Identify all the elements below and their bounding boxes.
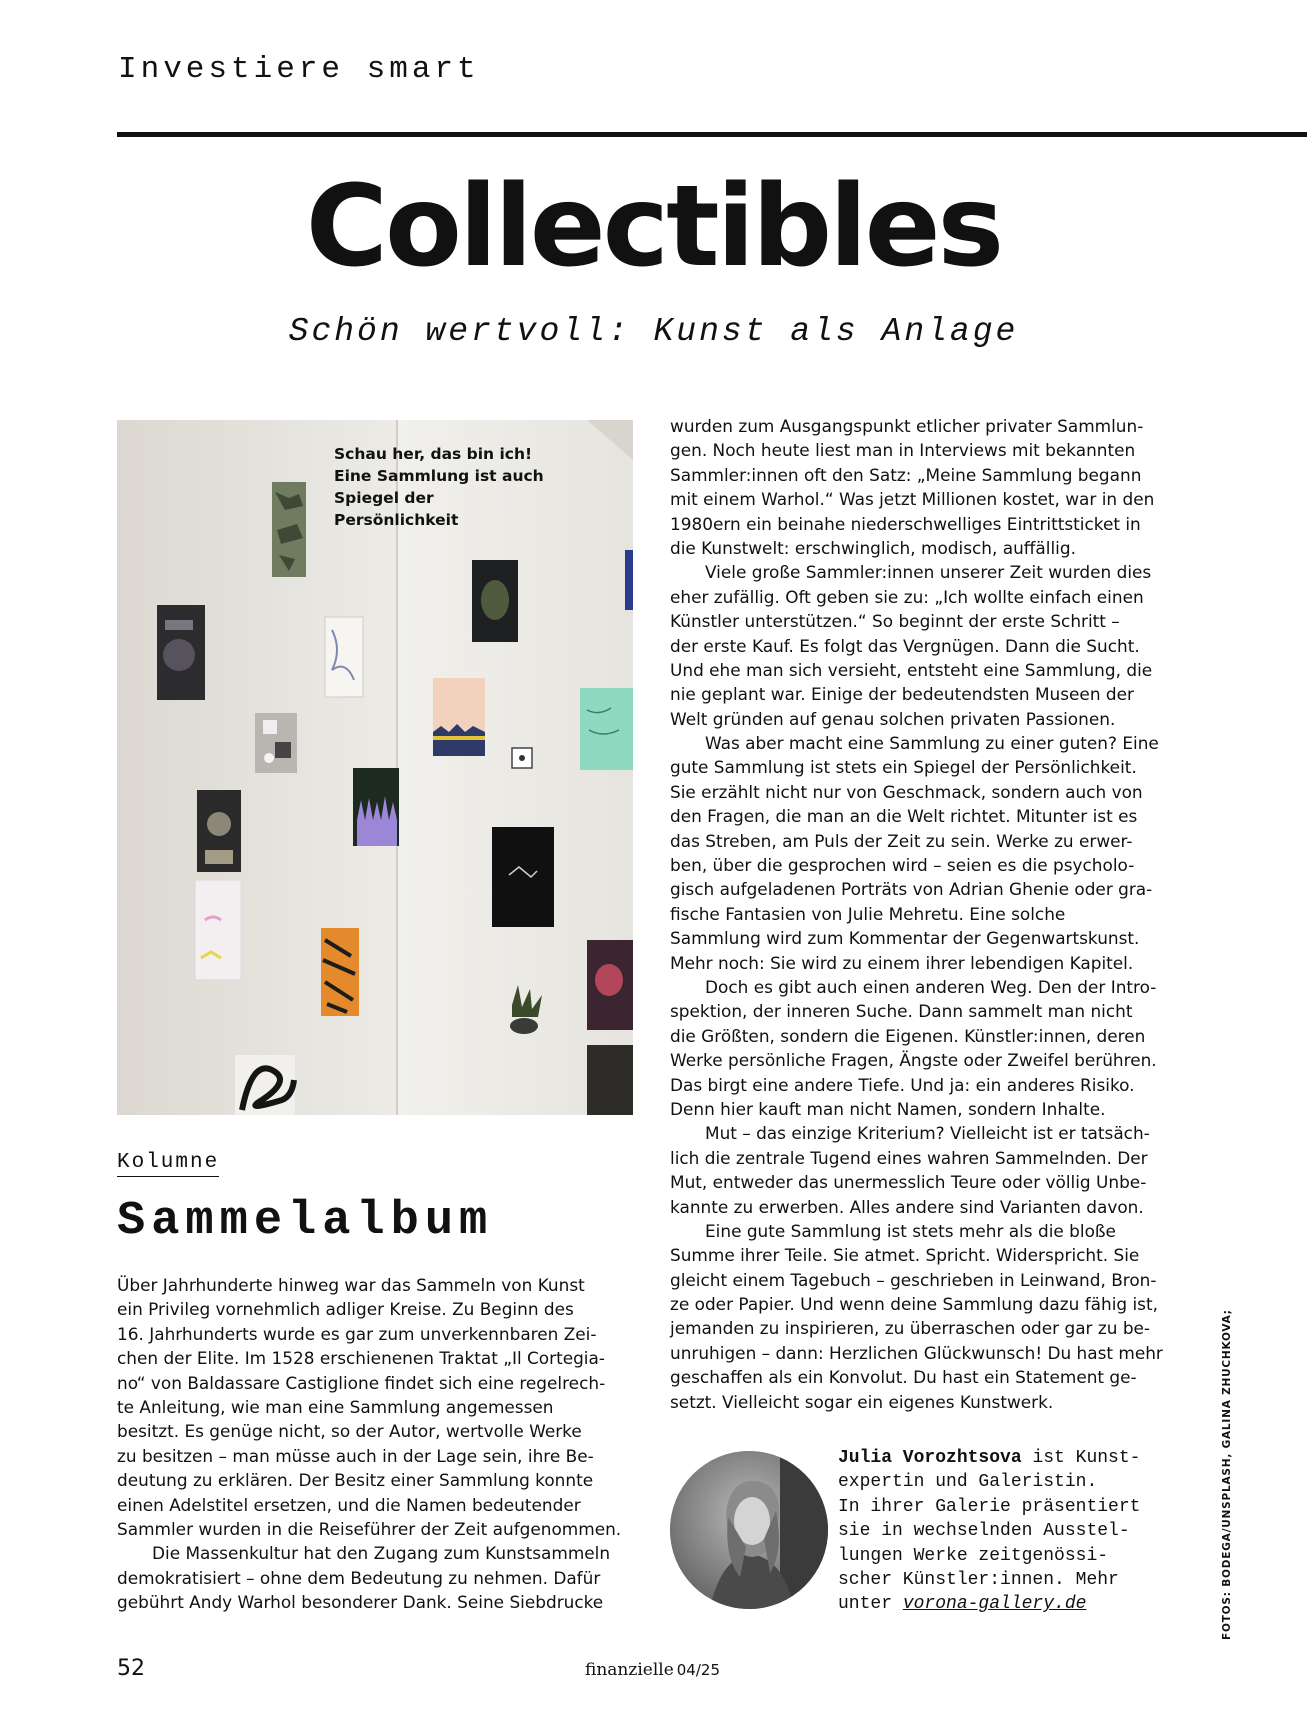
bio-line: expertin und Galeristin. bbox=[838, 1472, 1098, 1493]
bio-line: sie in wechselnden Ausstel- bbox=[838, 1521, 1130, 1542]
text-line: Mut, entweder das unermesslich Teure oder völlig Unbe- bbox=[670, 1172, 1147, 1193]
text-line: Künstler unterstützen.“ So beginnt der erste Schritt – bbox=[670, 611, 1120, 632]
text-line: geschaffen als ein Konvolut. Du hast ein Statement ge- bbox=[670, 1367, 1137, 1388]
artwork-machine bbox=[197, 790, 241, 872]
artwork-purple-forest bbox=[353, 768, 399, 846]
photo-credit: FOTOS: BODEGA/UNSPLASH, GALINA ZHUCHKOVA; bbox=[1221, 1309, 1233, 1640]
issue-number: 04/25 bbox=[676, 1661, 720, 1679]
text-line: ben, über die gesprochen wird – seien es die psycholo- bbox=[670, 855, 1135, 876]
artwork-pastel bbox=[195, 880, 241, 980]
text-line: spektion, der inneren Suche. Dann sammelt man nicht bbox=[670, 1001, 1133, 1022]
text-line: wurden zum Ausgangspunkt etlicher privater Sammlun- bbox=[670, 416, 1144, 436]
bio-text: ist Kunst- bbox=[1021, 1448, 1141, 1468]
image-caption: Schau her, das bin ich! Eine Sammlung ist auch Spiegel der Persönlichkeit bbox=[334, 445, 544, 529]
text-line: Werke persönliche Fragen, Ängste oder Zweifel berühren. bbox=[670, 1050, 1157, 1071]
artwork-collage bbox=[255, 713, 297, 773]
text-line: fische Fantasien von Julie Mehretu. Eine solche bbox=[670, 903, 1066, 924]
text-line: Sammler wurden in die Reiseführer der Zeit aufgenommen. bbox=[117, 1518, 622, 1539]
text-line: Mehr noch: Sie wird zu einem ihrer lebendigen Kapitel. bbox=[670, 952, 1134, 973]
author-name: Julia Vorozhtsova bbox=[838, 1448, 1022, 1468]
artwork-dark-figure bbox=[472, 560, 518, 642]
artwork-red-face bbox=[587, 940, 633, 1030]
header-rule bbox=[117, 132, 1307, 137]
bio-line: lungen Werke zeitgenössi- bbox=[838, 1545, 1109, 1566]
artwork-orange-stripes bbox=[321, 928, 359, 1016]
text-line: zu besitzen – man müsse auch in der Lage sein, ihre Be- bbox=[117, 1445, 594, 1466]
artwork-mint bbox=[580, 688, 633, 770]
text-line: Die Massenkultur hat den Zugang zum Kunstsammeln bbox=[152, 1543, 611, 1564]
text-line: den Fragen, die man an die Welt richtet. Mitunter ist es bbox=[670, 806, 1138, 827]
text-line: eher zufällig. Oft geben sie zu: „Ich wollte einfach einen bbox=[670, 586, 1144, 607]
column-title: Sammelalbum bbox=[117, 1195, 494, 1248]
text-line: ein Privileg vornehmlich adliger Kreise. Zu Beginn des bbox=[117, 1299, 574, 1320]
text-line: die Größten, sondern die Eigenen. Künstler:innen, deren bbox=[670, 1025, 1146, 1046]
page-subtitle: Schön wertvoll: Kunst als Anlage bbox=[288, 313, 1019, 350]
text-line: te Anleitung, wie man eine Sammlung angemessen bbox=[117, 1396, 554, 1417]
text-line: ze oder Papier. Und wenn deine Sammlung dazu fähig ist, bbox=[670, 1294, 1158, 1315]
text-line: Summe ihrer Teile. Sie atmet. Spricht. Widerspricht. Sie bbox=[670, 1245, 1140, 1266]
bio-line: In ihrer Galerie präsentiert bbox=[838, 1496, 1141, 1517]
text-line: gute Sammlung ist stets ein Spiegel der Persönlichkeit. bbox=[670, 757, 1137, 778]
magazine-name: finanzielle bbox=[585, 1660, 674, 1680]
artwork-small-frame bbox=[512, 748, 532, 768]
bio-link-prefix: unter bbox=[838, 1594, 903, 1615]
text-line: demokratisiert – ohne dem Bedeutung zu nehmen. Dafür bbox=[117, 1567, 601, 1588]
gallery-link[interactable]: vorona-gallery.de bbox=[902, 1594, 1087, 1615]
section-label: Investiere smart bbox=[118, 52, 480, 87]
text-line: Was aber macht eine Sammlung zu einer guten? Eine bbox=[705, 733, 1159, 754]
text-line: kannte zu erwerben. Alles andere sind Varianten davon. bbox=[670, 1196, 1144, 1217]
body-text-right bbox=[670, 414, 1190, 1414]
magazine-footer bbox=[585, 1660, 720, 1680]
text-line: setzt. Vielleicht sogar ein eigenes Kunstwerk. bbox=[670, 1391, 1054, 1412]
text-line: gen. Noch heute liest man in Interviews mit bekannten bbox=[670, 440, 1136, 461]
text-line: Und ehe man sich versieht, entsteht eine Sammlung, die bbox=[670, 659, 1153, 680]
text-line: die Kunstwelt: erschwinglich, modisch, auffällig. bbox=[670, 537, 1076, 558]
body-text-left bbox=[117, 1273, 637, 1614]
page-number: 52 bbox=[117, 1656, 145, 1681]
text-line: lich die zentrale Tugend eines wahren Sammelnden. Der bbox=[670, 1147, 1148, 1168]
text-line: Über Jahrhunderte hinweg war das Sammeln von Kunst bbox=[117, 1275, 585, 1295]
text-line: Sammler:innen oft den Satz: „Meine Sammlung begann bbox=[670, 464, 1142, 485]
text-line: einen Adelstitel ersetzen, und die Namen bedeutender bbox=[117, 1494, 581, 1515]
text-line: der erste Kauf. Es folgt das Vergnügen. Dann die Sucht. bbox=[670, 635, 1140, 656]
text-line: gisch aufgeladenen Porträts von Adrian Ghenie oder gra- bbox=[670, 879, 1153, 900]
text-line: Mut – das einzige Kriterium? Vielleicht ist er tatsäch- bbox=[705, 1123, 1150, 1144]
text-line: deutung zu erklären. Der Besitz einer Sammlung konnte bbox=[117, 1470, 594, 1491]
artwork-dark-portrait bbox=[157, 605, 205, 700]
text-line: 1980ern ein beinahe niederschwelliges Eintrittsticket in bbox=[670, 513, 1141, 534]
text-line: gleicht einem Tagebuch – geschrieben in Leinwand, Bron- bbox=[670, 1269, 1157, 1290]
author-bio bbox=[838, 1446, 1198, 1617]
text-line: gebührt Andy Warhol besonderer Dank. Seine Siebdrucke bbox=[117, 1592, 604, 1613]
text-line: chen der Elite. Im 1528 erschienenen Traktat „Il Cortegia- bbox=[117, 1348, 605, 1369]
author-portrait bbox=[670, 1451, 828, 1609]
text-line: mit einem Warhol.“ Was jetzt Millionen kostet, war in den bbox=[670, 489, 1155, 510]
text-line: besitzt. Es genüge nicht, so der Autor, wertvolle Werke bbox=[117, 1421, 582, 1442]
artwork-dark-plant bbox=[587, 1045, 633, 1115]
text-line: no“ von Baldassare Castiglione findet sich eine regelrech- bbox=[117, 1372, 606, 1393]
column-kicker: Kolumne bbox=[117, 1151, 219, 1177]
artwork-peach bbox=[433, 678, 485, 756]
artwork-scribble bbox=[235, 1055, 295, 1115]
text-line: Viele große Sammler:innen unserer Zeit wurden dies bbox=[705, 562, 1152, 583]
text-line: Das birgt eine andere Tiefe. Und ja: ein anderes Risiko. bbox=[670, 1074, 1135, 1095]
text-line: nie geplant war. Einige der bedeutendsten Museen der bbox=[670, 684, 1134, 705]
text-line: unruhigen – dann: Herzlichen Glückwunsch! Du hast mehr bbox=[670, 1342, 1163, 1363]
text-line: Welt gründen auf genau solchen privaten Passionen. bbox=[670, 708, 1116, 729]
text-line: 16. Jahrhunderts wurde es gar zum unverkennbaren Zei- bbox=[117, 1323, 597, 1344]
text-line: das Streben, am Puls der Zeit zu sein. Werke zu erwer- bbox=[670, 830, 1133, 851]
artwork-blue-edge bbox=[625, 550, 633, 610]
artwork-camouflage bbox=[272, 482, 306, 577]
text-line: Doch es gibt auch einen anderen Weg. Den der Intro- bbox=[705, 976, 1157, 997]
text-line: Sie erzählt nicht nur von Geschmack, sondern auch von bbox=[670, 781, 1143, 802]
page-title: Collectibles bbox=[305, 162, 1002, 292]
text-line: jemanden zu inspirieren, zu überraschen oder gar zu be- bbox=[670, 1318, 1151, 1339]
artwork-sketch bbox=[325, 617, 363, 697]
artwork-black-sketch bbox=[492, 827, 554, 927]
text-line: Eine gute Sammlung ist stets mehr als die bloße bbox=[705, 1220, 1116, 1241]
bio-line: scher Künstler:innen. Mehr bbox=[838, 1569, 1119, 1590]
text-line: Denn hier kauft man nicht Namen, sondern Inhalte. bbox=[670, 1098, 1106, 1119]
text-line: Sammlung wird zum Kommentar der Gegenwartskunst. bbox=[670, 928, 1140, 949]
